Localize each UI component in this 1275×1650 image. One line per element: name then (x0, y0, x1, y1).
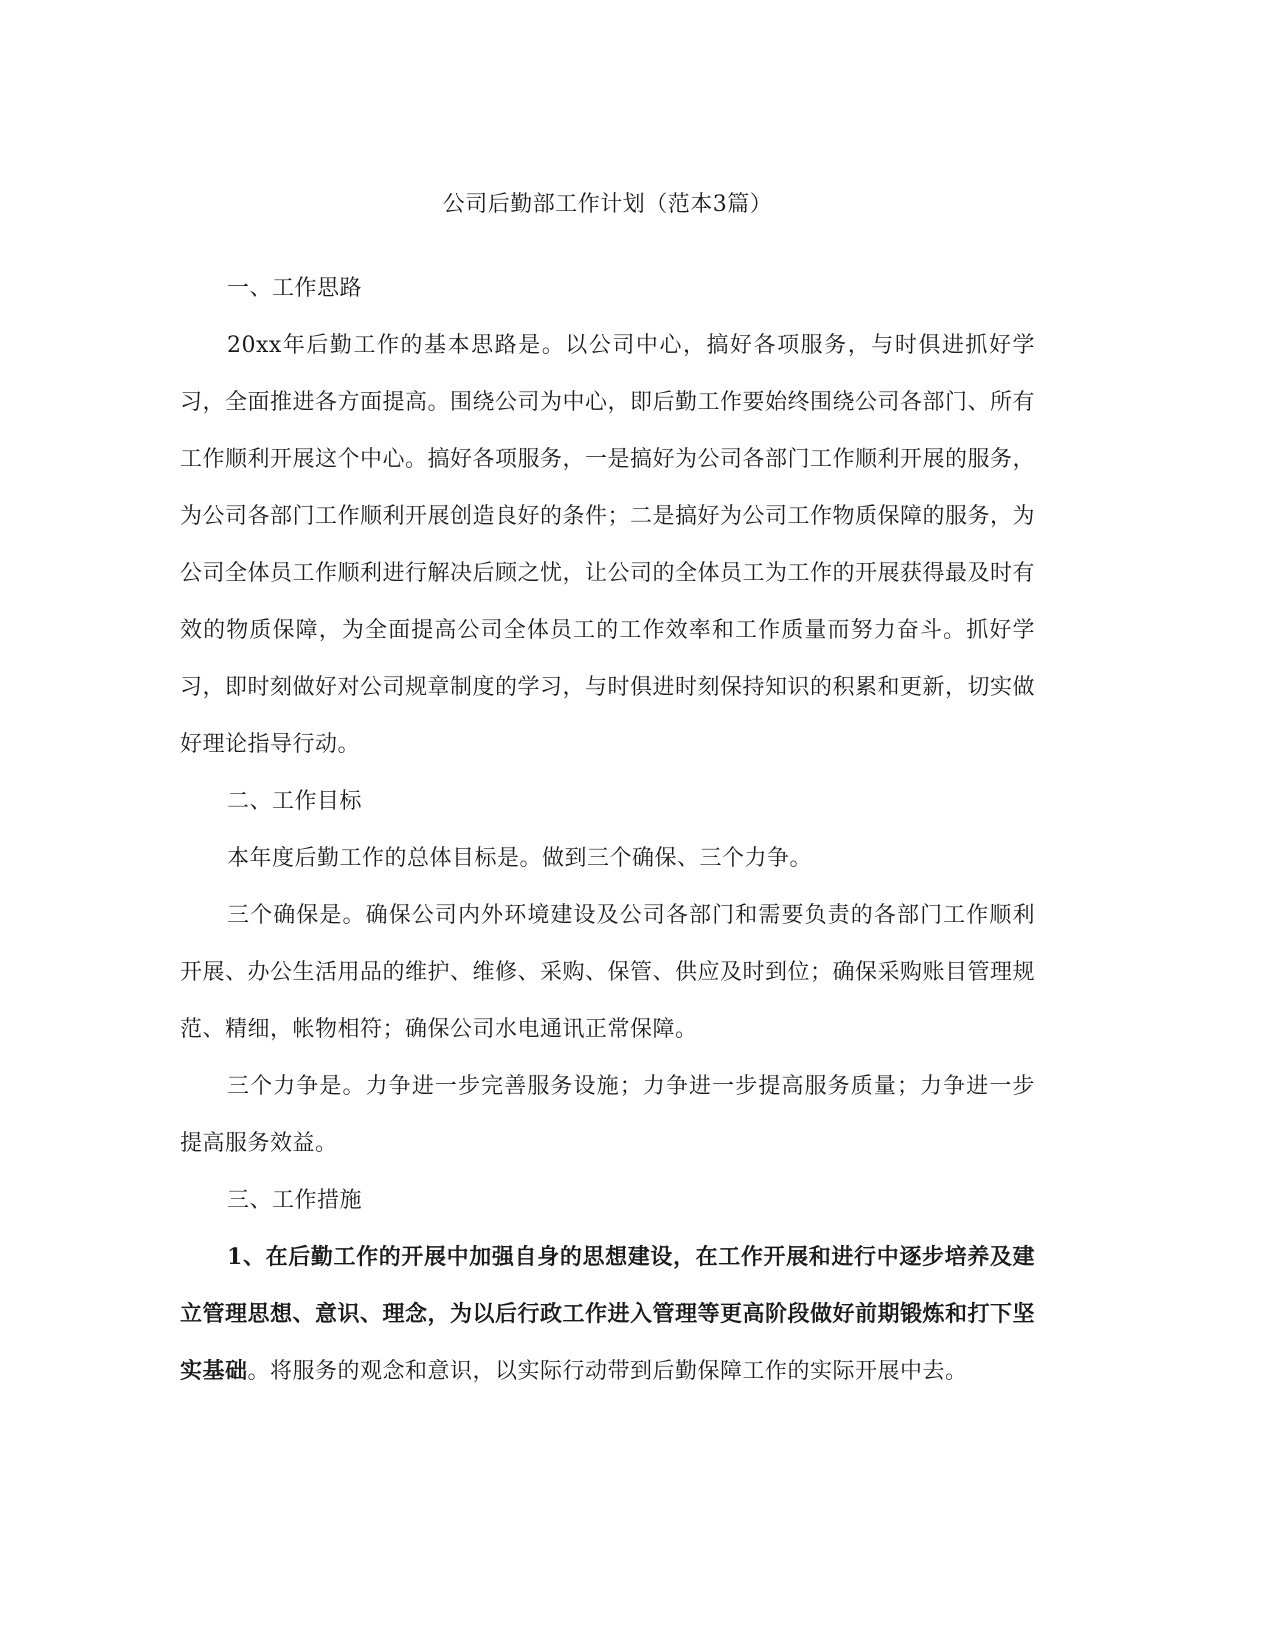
section-heading-work-goals: 二、工作目标 (227, 789, 363, 814)
section-heading-work-approach: 一、工作思路 (227, 276, 363, 301)
paragraph-overall-goal: 本年度后勤工作的总体目标是。做到三个确保、三个力争。 (227, 846, 813, 871)
paragraph-three-strivings: 三个力争是。力争进一步完善服务设施；力争进一步提高服务质量；力争进一步提高服务效益。 (180, 1074, 1035, 1156)
measure-1-bold-text: 1、在后勤工作的开展中加强自身的思想建设，在工作开展和进行中逐步培养及建立管理思想、意识、理念，为以后行政工作进入管理等更高阶段做好前期锻炼和打下坚实基础 (180, 1244, 1036, 1384)
document-title: 公司后勤部工作计划（范本3篇） (442, 192, 773, 217)
paragraph-measure-1 (180, 1229, 1035, 1400)
paragraph-three-assurances: 三个确保是。确保公司内外环境建设及公司各部门和需要负责的各部门工作顺利开展、办公生活用品的维护、维修、采购、保管、供应及时到位；确保采购账目管理规范、精细，帐物相符；确保公司水电通讯正常保障。 (180, 903, 1036, 1042)
section-heading-work-measures: 三、工作措施 (227, 1188, 363, 1213)
paragraph-work-approach: 20xx年后勤工作的基本思路是。以公司中心，搞好各项服务，与时俱进抓好学习，全面推进各方面提高。围绕公司为中心，即后勤工作要始终围绕公司各部门、所有工作顺利开展这个中心。搞好各项服务，一是搞好为公司各部门工作顺利开展的服务，为公司各部门工作顺利开展创造良好的条件；二是搞好为公司工作物质保障的服务，为公司全体员工作顺利进行解决后顾之忧，让公司的全体员工为工作的开展获得最及时有效的物质保障，为全面提高公司全体员工的工作效率和工作质量而努力奋斗。抓好学习，即时刻做好对公司规章制度的学习，与时俱进时刻保持知识的积累和更新，切实做好理论指导行动。 (180, 333, 1036, 757)
document-page (180, 176, 1035, 1400)
measure-1-rest-text: 。将服务的观念和意识，以实际行动带到后勤保障工作的实际开展中去。 (247, 1359, 968, 1384)
